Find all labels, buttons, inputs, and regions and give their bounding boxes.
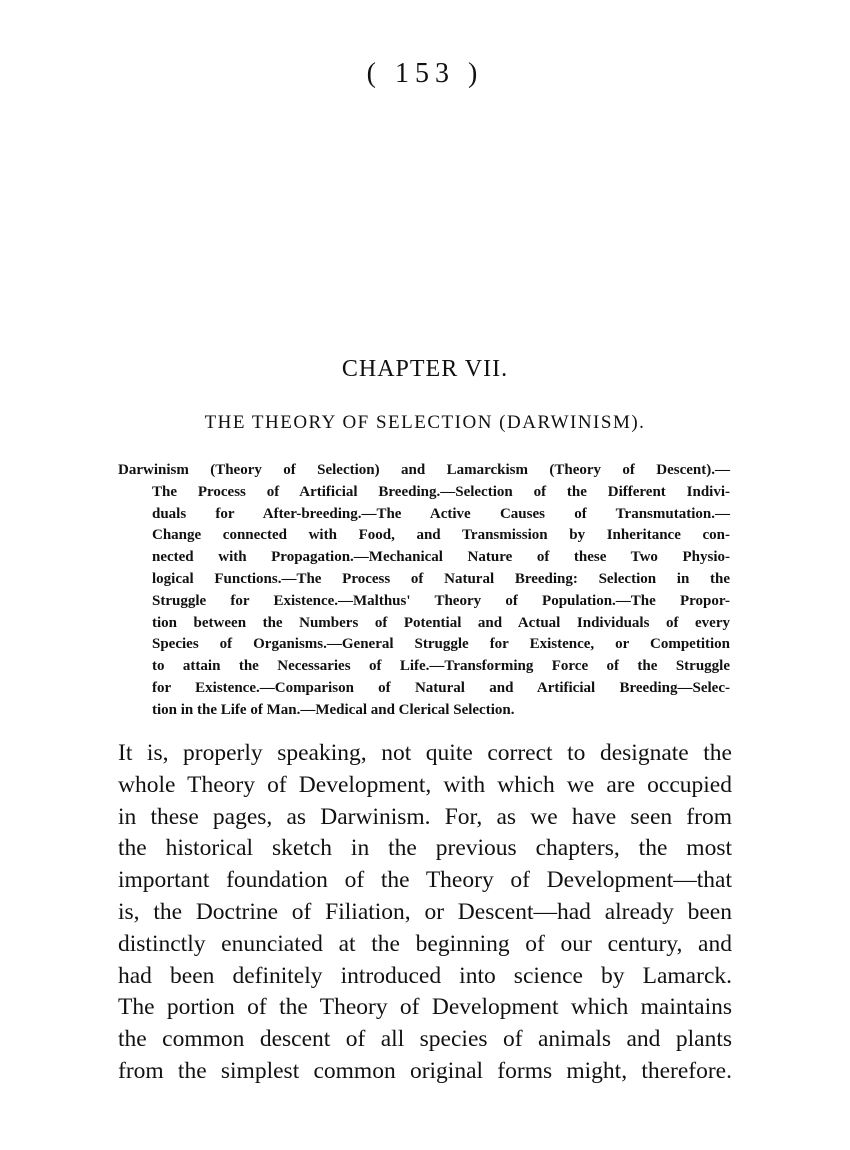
- body-line: from the simplest common original forms might, therefore.: [118, 1057, 732, 1084]
- body-line: had been definitely introduced into science by Lamarck.: [118, 962, 732, 989]
- body-line: important foundation of the Theory of Development—that: [118, 867, 732, 894]
- body-line: the historical sketch in the previous chapters, the most: [118, 835, 732, 862]
- summary-line: Species of Organisms.—General Struggle for Existence, or Competition: [152, 636, 730, 653]
- summary-line: Struggle for Existence.—Malthus' Theory of Population.—The Propor-: [152, 592, 730, 609]
- summary-line: tion in the Life of Man.—Medical and Clerical Selection.: [152, 701, 515, 718]
- summary-line: Darwinism (Theory of Selection) and Lamarckism (Theory of Descent).—: [118, 462, 730, 478]
- body-line: The portion of the Theory of Development which maintains: [118, 994, 732, 1021]
- summary-line: duals for After-breeding.—The Active Causes of Transmutation.—: [152, 505, 730, 522]
- summary-line: The Process of Artificial Breeding.—Selection of the Different Indivi-: [152, 483, 730, 500]
- chapter-subtitle: THE THEORY OF SELECTION (DARWINISM).: [204, 412, 646, 433]
- body-line: It is, properly speaking, not quite correct to designate the: [118, 740, 732, 766]
- body-paragraph: [118, 738, 732, 1088]
- chapter-title: CHAPTER VII.: [341, 356, 509, 382]
- chapter-summary: [118, 460, 730, 722]
- summary-line: to attain the Necessaries of Life.—Transforming Force of the Struggle: [152, 658, 730, 675]
- page-number: ( 153 ): [366, 58, 484, 89]
- summary-line: logical Functions.—The Process of Natural Breeding: Selection in the: [152, 570, 730, 587]
- summary-line: Change connected with Food, and Transmission by Inheritance con-: [152, 527, 730, 544]
- summary-line: tion between the Numbers of Potential and Actual Individuals of every: [152, 614, 730, 631]
- summary-line: nected with Propagation.—Mechanical Nature of these Two Physio-: [152, 549, 730, 566]
- body-line: the common descent of all species of animals and plants: [118, 1026, 732, 1053]
- body-line: whole Theory of Development, with which we are occupied: [118, 771, 732, 798]
- body-line: is, the Doctrine of Filiation, or Descent—had already been: [118, 898, 732, 925]
- body-line: in these pages, as Darwinism. For, as we have seen from: [118, 803, 732, 830]
- summary-line: for Existence.—Comparison of Natural and Artificial Breeding—Selec-: [152, 679, 730, 696]
- body-line: distinctly enunciated at the beginning of our century, and: [118, 930, 732, 957]
